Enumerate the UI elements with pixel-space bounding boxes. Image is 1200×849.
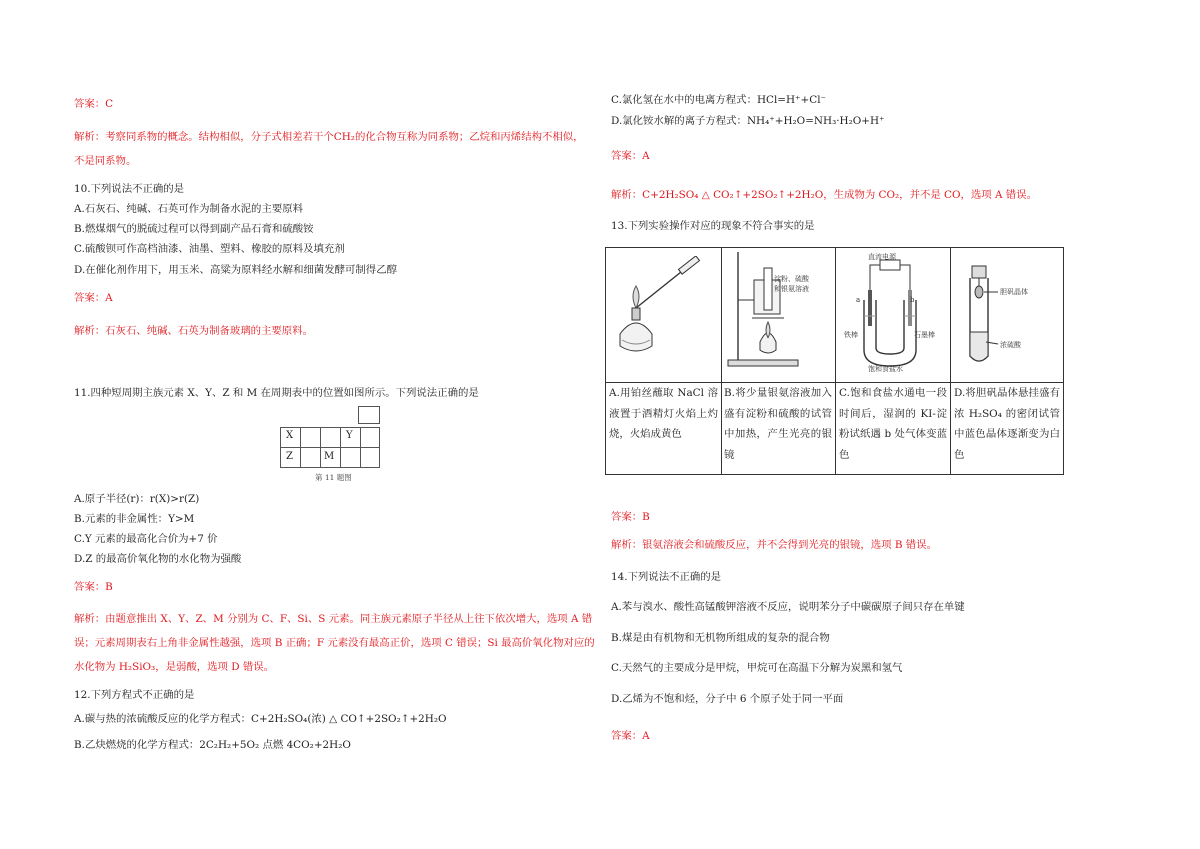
label-dc-power: 直流电源 — [868, 253, 896, 261]
label-b: b — [910, 296, 915, 304]
q13-stem: 13.下列实验操作对应的现象不符合事实的是 — [611, 220, 815, 232]
q14-option-b: B.煤是由有机物和无机物所组成的复杂的混合物 — [611, 632, 830, 644]
q12-explanation: 解析：C+2H₂SO₄ △ CO₂↑+2SO₂↑+2H₂O，生成物为 CO₂，并不是 CO，选项 A 错误。 — [611, 189, 1037, 201]
label-brine: 饱和食盐水 — [868, 365, 903, 373]
q13-option-d: D.将胆矾晶体悬挂盛有浓 H₂SO₄ 的密闭试管中蓝色晶体逐渐变为白色 — [954, 387, 1060, 461]
label-conc-sulfuric: 浓硫酸 — [1000, 341, 1021, 349]
pt-cell-z: Z — [286, 451, 293, 462]
alcohol-lamp-figure — [614, 256, 714, 376]
q10-answer: 答案：A — [74, 292, 113, 304]
q11-stem: 11.四种短周期主族元素 X、Y、Z 和 M 在周期表中的位置如图所示。下列说法正确的是 — [74, 387, 479, 399]
q13-explanation: 解析：银氨溶液会和硫酸反应，并不会得到光亮的银镜，选项 B 错误。 — [611, 539, 937, 551]
pt-caption: 第 11 题图 — [315, 473, 352, 482]
q14-answer: 答案：A — [611, 730, 650, 742]
label-silver-ammonia: 和银氨溶液 — [774, 285, 809, 293]
q11-option-a: A.原子半径(r)：r(X)>r(Z) — [74, 493, 200, 505]
q12-option-c: C.氯化氢在水中的电离方程式：HCl=H⁺+Cl⁻ — [611, 94, 827, 106]
pt-cell-top-right — [358, 406, 380, 424]
q13-answer: 答案：B — [611, 511, 650, 523]
q11-explanation-line3: 水化物为 H₂SiO₃，是弱酸，选项 D 错误。 — [74, 661, 275, 673]
label-a: a — [856, 296, 861, 304]
pt-cell-x: X — [286, 430, 294, 441]
water-bath-figure — [724, 250, 834, 380]
q14-option-a: A.苯与溴水、酸性高锰酸钾溶液不反应，说明苯分子中碳碳原子间只存在单键 — [611, 601, 965, 613]
q13-option-c: C.饱和食盐水通电一段时间后，湿润的 KI-淀粉试纸遇 b 处气体变蓝色 — [839, 387, 947, 461]
q10-explanation: 解析：石灰石、纯碱、石英为制备玻璃的主要原料。 — [74, 325, 313, 337]
q10-option-a: A.石灰石、纯碱、石英可作为制备水泥的主要原料 — [74, 203, 304, 215]
q12-option-b: B.乙炔燃烧的化学方程式：2C₂H₂+5O₂ 点燃 4CO₂+2H₂O — [74, 739, 351, 751]
q14-option-c: C.天然气的主要成分是甲烷，甲烷可在高温下分解为炭黑和氢气 — [611, 662, 903, 674]
label-starch-acid: 淀粉、硫酸 — [774, 275, 809, 283]
q11-explanation-line1: 解析：由题意推出 X、Y、Z、M 分别为 C、F、Si、S 元素。同主族元素原子半径从上往下依次增大，选项 A 错 — [74, 613, 593, 625]
q12-answer: 答案：A — [611, 150, 650, 162]
q14-stem: 14.下列说法不正确的是 — [611, 571, 722, 583]
q13-option-b: B.将少量银氨溶液加入盛有淀粉和硫酸的试管中加热，产生光亮的银镜 — [724, 387, 832, 461]
q10-option-d: D.在催化剂作用下，用玉米、高粱为原料经水解和细菌发酵可制得乙醇 — [74, 264, 397, 276]
q11-option-d: D.Z 的最高价氧化物的水化物为强酸 — [74, 553, 242, 565]
label-blue-vitriol: 胆矾晶体 — [1000, 288, 1028, 296]
label-graphite-rod: 石墨棒 — [914, 331, 935, 339]
answer-9: 答案：C — [74, 98, 114, 110]
q12-option-d: D.氯化铵水解的离子方程式：NH₄⁺+H₂O=NH₃·H₂O+H⁺ — [611, 115, 885, 127]
q10-option-b: B.燃煤烟气的脱硫过程可以得到副产品石膏和硫酸铵 — [74, 223, 314, 235]
q12-stem: 12.下列方程式不正确的是 — [74, 689, 195, 701]
q14-option-d: D.乙烯为不饱和烃，分子中 6 个原子处于同一平面 — [611, 693, 844, 705]
q10-stem: 10.下列说法不正确的是 — [74, 183, 185, 195]
q10-option-c: C.硫酸钡可作高档油漆、油墨、塑料、橡胶的原料及填充剂 — [74, 243, 345, 255]
q12-option-a: A.碳与热的浓硫酸反应的化学方程式：C+2H₂SO₄(浓) △ CO↑+2SO₂↑+2H₂O — [74, 713, 447, 725]
q11-explanation-line2: 误；元素周期表右上角非金属性越强，选项 B 正确；F 元素没有最高正价，选项 C 错误；Si 最高价氧化物对应的 — [74, 637, 595, 649]
desiccation-tube-figure — [958, 252, 1058, 380]
pt-grid — [280, 427, 380, 468]
pt-cell-m: M — [324, 451, 335, 462]
q13-option-a: A.用铂丝蘸取 NaCl 溶液置于酒精灯火焰上灼烧，火焰成黄色 — [609, 387, 718, 440]
explanation-9-line1: 解析：考察同系物的概念。结构相似，分子式相差若干个CH₂的化合物互称为同系物；乙烷和丙烯结构不相似， — [74, 131, 584, 143]
q11-option-b: B.元素的非金属性：Y>M — [74, 513, 195, 525]
label-iron-rod: 铁棒 — [844, 331, 858, 339]
pt-cell-y: Y — [346, 430, 353, 441]
q11-option-c: C.Y 元素的最高化合价为+7 价 — [74, 533, 218, 545]
q11-answer: 答案：B — [74, 581, 113, 593]
explanation-9-line2: 不是同系物。 — [74, 155, 137, 167]
electrolysis-figure — [840, 250, 948, 380]
experiment-table — [605, 247, 1064, 475]
